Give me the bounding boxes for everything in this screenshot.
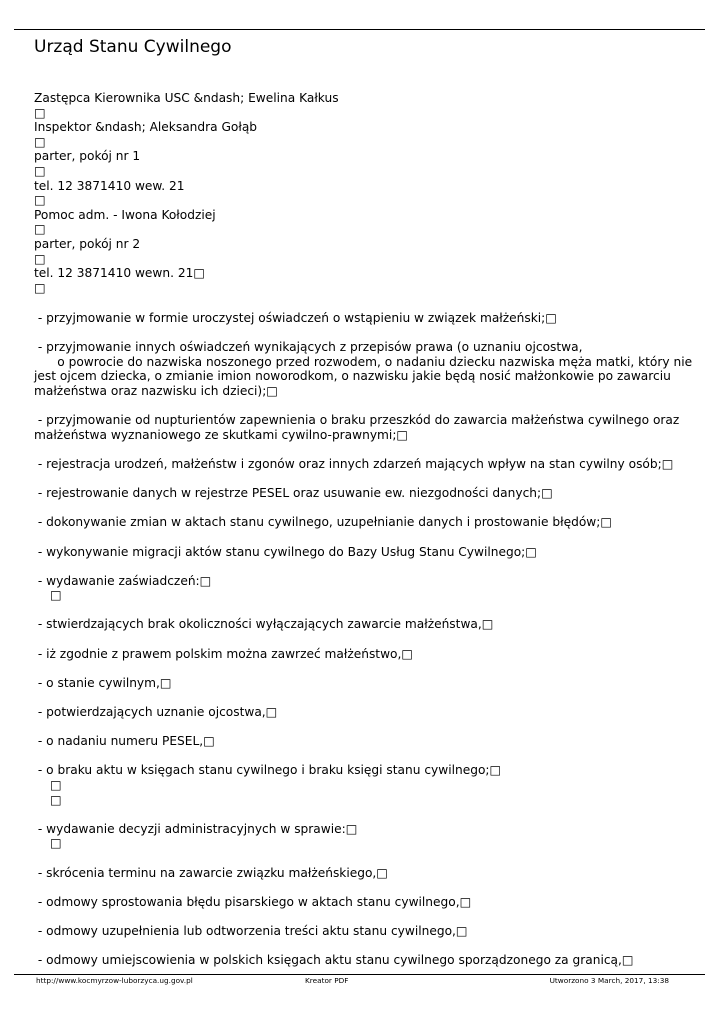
duty-item	[34, 574, 694, 603]
duty-text: - o stanie cywilnym,□	[34, 675, 172, 690]
footer-generator: Kreator PDF	[305, 976, 349, 985]
staff-line: tel. 12 3871410 wewn. 21□	[34, 266, 205, 281]
duties-list	[34, 311, 694, 982]
duty-item	[34, 734, 694, 749]
staff-line: □	[34, 280, 46, 295]
duty-text: - skrócenia terminu na zawarcie związku małżeńskiego,□	[34, 865, 388, 880]
duty-item	[34, 953, 694, 968]
staff-line: □	[34, 105, 46, 120]
duty-text: - odmowy sprostowania błędu pisarskiego w aktach stanu cywilnego,□	[34, 894, 472, 909]
duty-item	[34, 676, 694, 691]
duty-text: - wydawanie zaświadczeń:□	[34, 573, 212, 588]
placeholder-box-icon: □	[50, 778, 62, 792]
duty-text: - rejestracja urodzeń, małżeństw i zgonów oraz innych zdarzeń mających wpływ na stan cywilny osób;□	[34, 456, 674, 471]
duty-item	[34, 545, 694, 560]
duty-text: - potwierdzających uznanie ojcostwa,□	[34, 705, 278, 720]
duty-item	[34, 866, 694, 881]
footer-url[interactable]: http://www.kocmyrzow-luborzyca.ug.gov.pl	[36, 976, 193, 985]
placeholder-box-icon: □	[50, 588, 62, 603]
top-rule	[14, 29, 705, 30]
duty-text: - odmowy uzupełnienia lub odtworzenia treści aktu stanu cywilnego,□	[34, 923, 468, 938]
duty-text: - dokonywanie zmian w aktach stanu cywilnego, uzupełnianie danych i prostowanie błędów;□	[34, 515, 612, 530]
duty-item	[34, 822, 694, 851]
placeholder-box-icon: □	[50, 792, 62, 807]
duty-text: - o braku aktu w księgach stanu cywilnego i braku księgi stanu cywilnego;□	[34, 763, 502, 778]
duty-text: - przyjmowanie innych oświadczeń wynikających z przepisów prawa (o uznaniu ojcostwa, o powrocie do nazwiska noszonego przed rozwodem, o nadaniu dziecku nazwiska męża matki, który nie jest ojcem dziecka, o zmianie imion noworodkom, o nazwisku jakie będą nosić małżonkowie po zawarciu małżeństwa oraz nazwisku ich dzieci);□	[34, 340, 693, 398]
duty-text: - wykonywanie migracji aktów stanu cywilnego do Bazy Usług Stanu Cywilnego;□	[34, 544, 537, 559]
staff-line: Inspektor &ndash; Aleksandra Gołąb	[34, 120, 258, 135]
staff-line: □	[34, 134, 46, 149]
footer-rule	[14, 974, 705, 975]
staff-line: □	[34, 251, 46, 266]
duty-item	[34, 340, 694, 398]
duty-text: - przyjmowanie od nupturientów zapewnienia o braku przeszkód do zawarcia małżeństwa cywilnego oraz małżeństwa wyznaniowego ze skutkami cywilno-prawnymi;□	[34, 413, 684, 442]
duty-item	[34, 763, 694, 807]
duty-item	[34, 895, 694, 910]
placeholder-box-icon: □	[50, 836, 62, 851]
staff-contact-block	[34, 91, 694, 295]
staff-line: □	[34, 222, 46, 237]
duty-item	[34, 311, 694, 326]
duty-item	[34, 647, 694, 662]
duty-item	[34, 486, 694, 501]
duty-text: - o nadaniu numeru PESEL,□	[34, 734, 215, 749]
staff-line: Pomoc adm. - Iwona Kołodziej	[34, 207, 216, 222]
duty-text: - odmowy umiejscowienia w polskich księgach aktu stanu cywilnego sporządzonego za granicą,□	[34, 953, 634, 968]
staff-line: parter, pokój nr 2	[34, 236, 141, 251]
duty-text: - iż zgodnie z prawem polskim można zawrzeć małżeństwo,□	[34, 646, 413, 661]
staff-line: Zastępca Kierownika USC &ndash; Ewelina Kałkus	[34, 91, 339, 105]
duty-text: - wydawanie decyzji administracyjnych w sprawie:□	[34, 821, 358, 836]
duty-item	[34, 457, 694, 472]
staff-line: □	[34, 163, 46, 178]
staff-line: □	[34, 193, 46, 208]
duty-item	[34, 413, 694, 442]
page-title: Urząd Stanu Cywilnego	[34, 37, 232, 57]
duty-item	[34, 515, 694, 530]
duty-item	[34, 924, 694, 939]
duty-text: - rejestrowanie danych w rejestrze PESEL oraz usuwanie ew. niezgodności danych;□	[34, 486, 553, 501]
duty-text: - przyjmowanie w formie uroczystej oświadczeń o wstąpieniu w związek małżeński;□	[34, 311, 557, 325]
duty-item	[34, 617, 694, 632]
staff-line: tel. 12 3871410 wew. 21	[34, 178, 185, 193]
staff-line: parter, pokój nr 1	[34, 149, 141, 164]
duty-text: - stwierdzających brak okoliczności wyłączających zawarcie małżeństwa,□	[34, 617, 494, 632]
footer-created-date: Utworzono 3 March, 2017, 13:38	[549, 976, 669, 985]
duty-item	[34, 705, 694, 720]
